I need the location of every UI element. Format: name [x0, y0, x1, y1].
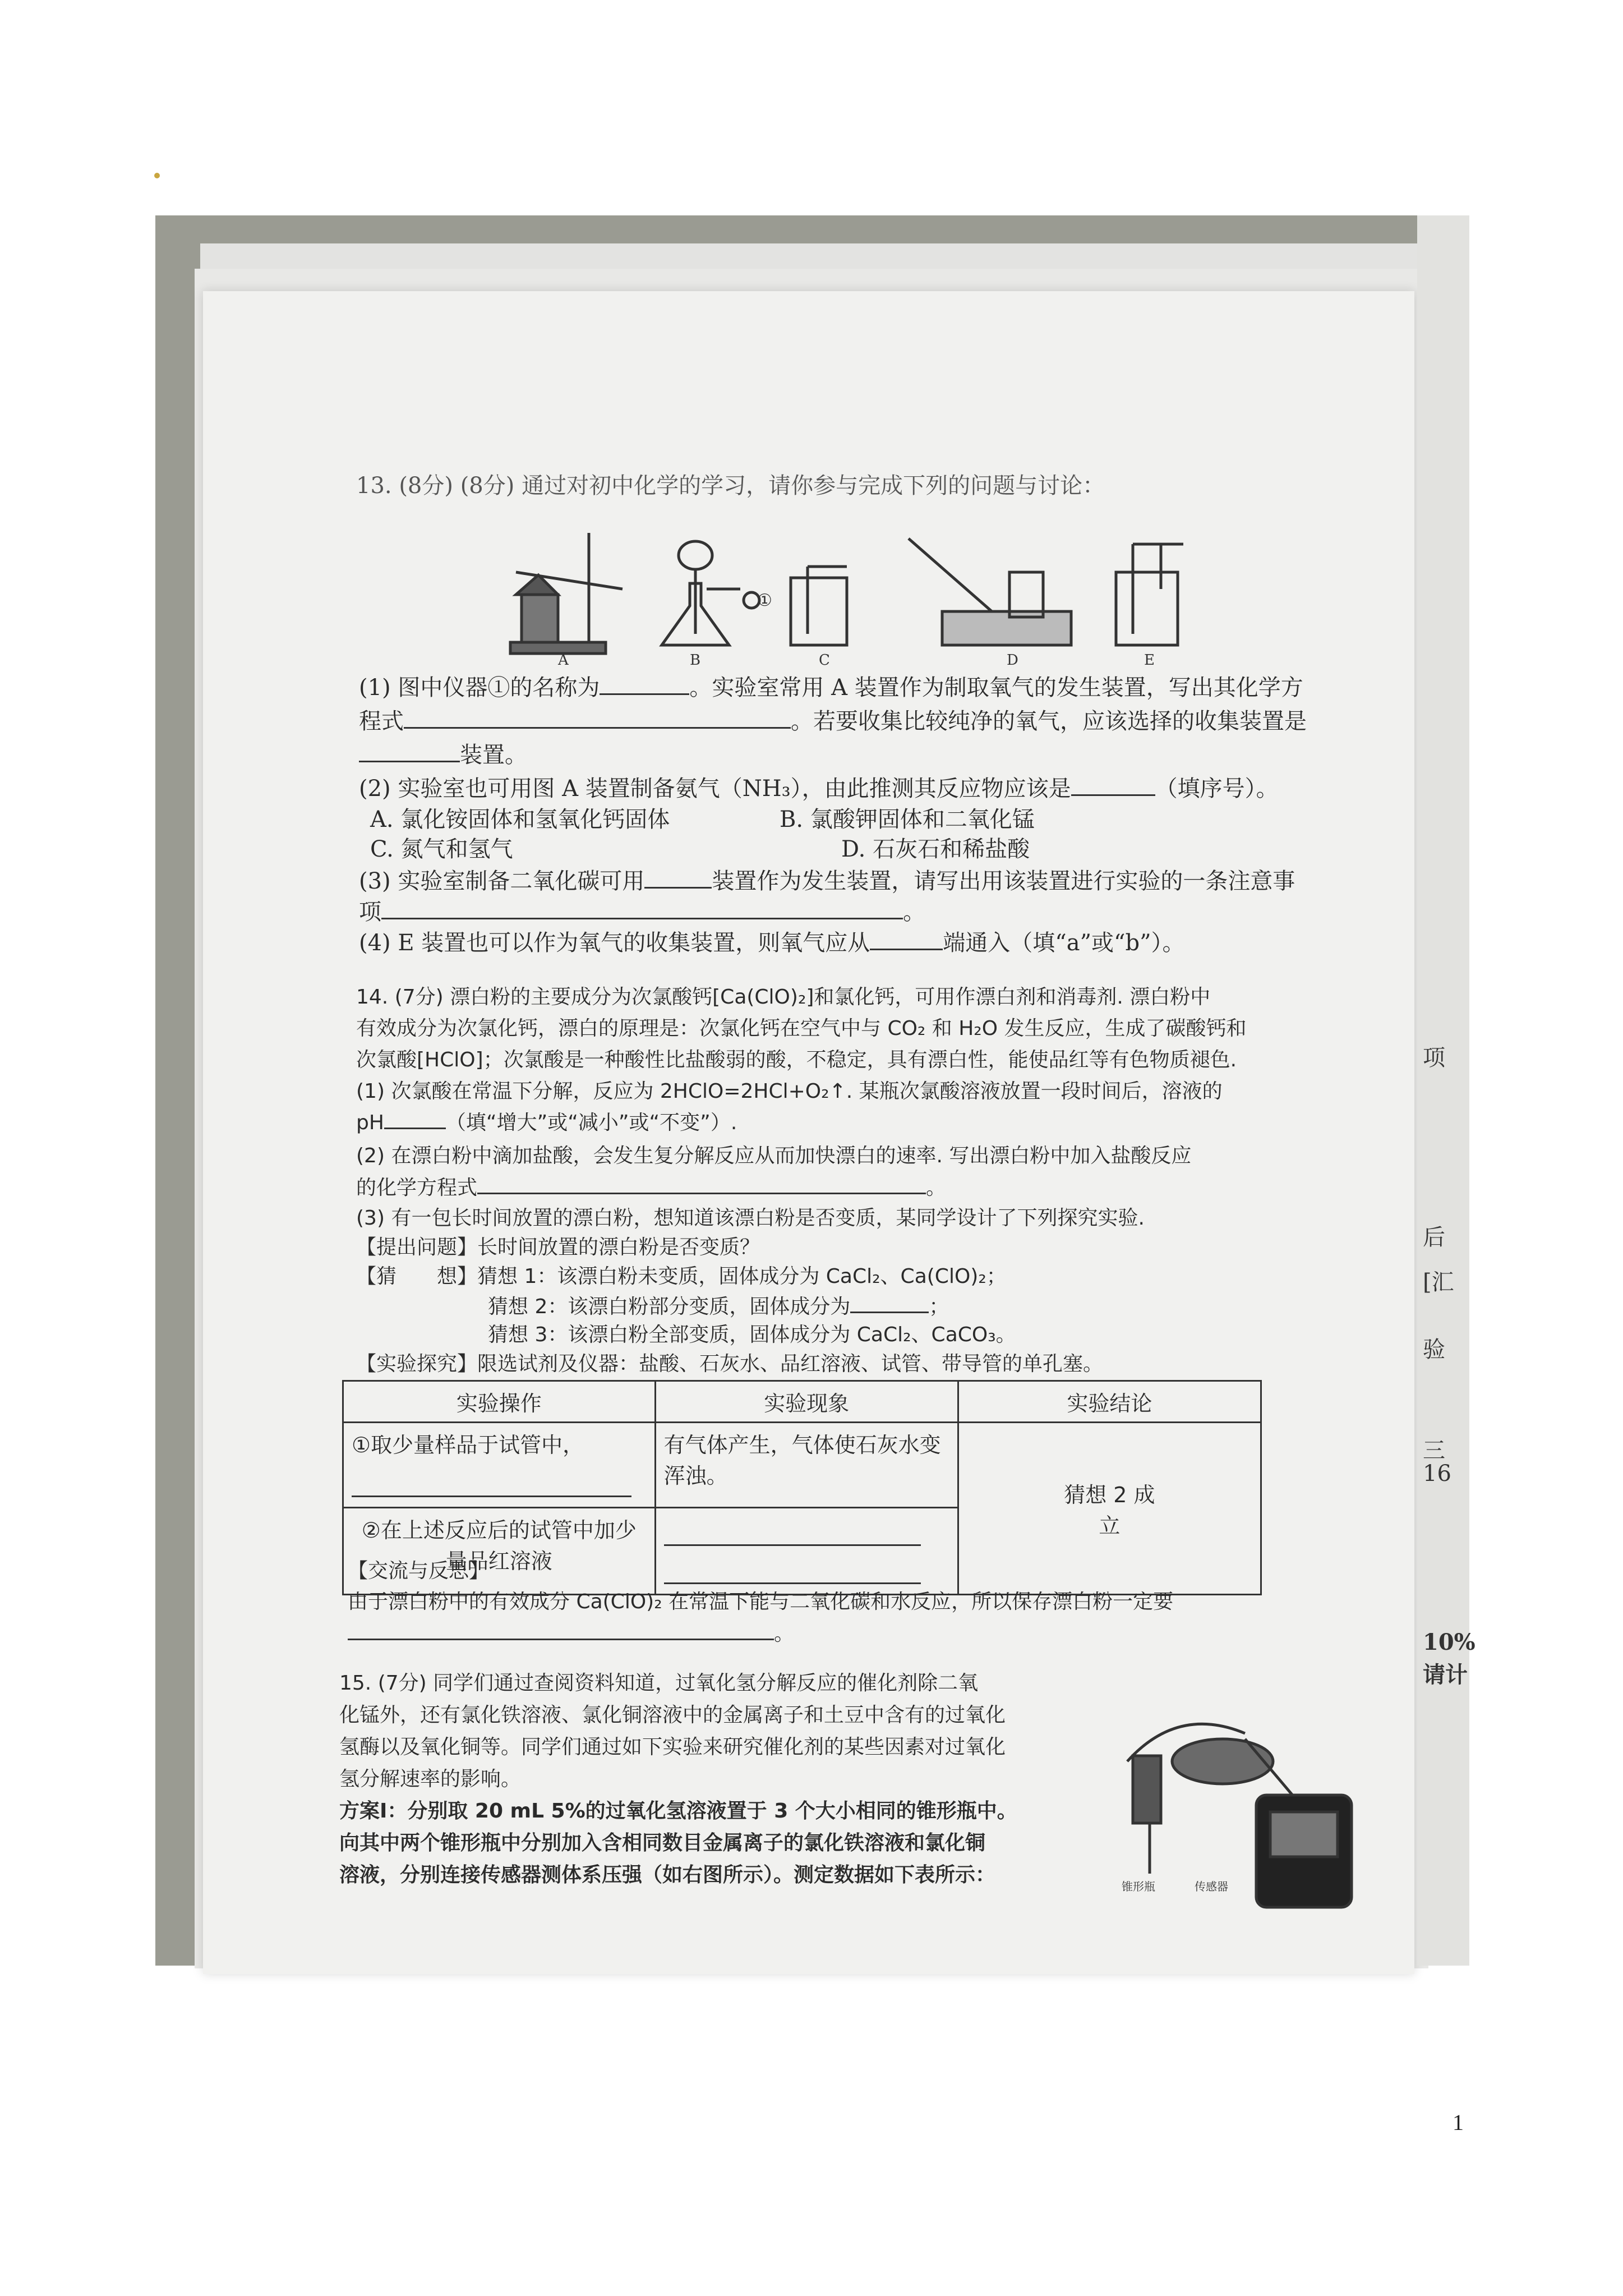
- edge-fragment: [汇: [1423, 1269, 1454, 1295]
- q14-line-12: 猜想 3：该漂白粉全部变质，固体成分为 CaCl₂、CaCO₃。: [488, 1323, 1016, 1346]
- table-cell: ①取少量样品于试管中，: [343, 1423, 656, 1508]
- label-e: E: [1144, 652, 1155, 669]
- option-b: B. 氯酸钾固体和二氧化锰: [780, 807, 1035, 832]
- label-d: D: [1007, 652, 1018, 669]
- q13-line-4: (2) 实验室也可用图 A 装置制备氨气（NH₃），由此推测其反应物应该是 （填序号）。: [359, 774, 1279, 803]
- edge-fragment: 请计: [1423, 1662, 1468, 1688]
- edge-fragment: 三: [1423, 1438, 1445, 1464]
- option-c: C. 氮气和氢气: [370, 836, 513, 862]
- q14-line-5: pH （填“增大”或“减小”或“不变”）.: [356, 1107, 737, 1138]
- q14-line-15: 由于漂白粉中的有效成分 Ca(ClO)₂ 在常温下能与二氧化碳和水反应，所以保存漂白粉一定要: [348, 1590, 1174, 1613]
- label-c: C: [819, 652, 830, 669]
- edge-fragment: 项: [1423, 1045, 1445, 1071]
- edge-fragment: 10%: [1423, 1629, 1476, 1655]
- q14-line-6: (2) 在漂白粉中滴加盐酸，会发生复分解反应从而加快漂白的速率. 写出漂白粉中加入盐酸反应: [356, 1144, 1192, 1167]
- q14-line-3: 次氯酸[HClO]；次氯酸是一种酸性比盐酸弱的酸，不稳定，具有漂白性，能使品红等有色物质褪色.: [356, 1048, 1237, 1071]
- edge-fragment: 16: [1423, 1461, 1451, 1487]
- q14-line-2: 有效成分为次氯化钙，漂白的原理是：次氯化钙在空气中与 CO₂ 和 H₂O 发生反应，生成了碳酸钙和: [356, 1017, 1247, 1040]
- table-header: 实验现象: [655, 1381, 958, 1423]
- adjacent-sheet-edge: [1417, 215, 1476, 1966]
- q15-line-1: 15. (7分) 同学们通过查阅资料知道，过氧化氢分解反应的催化剂除二氧: [339, 1672, 979, 1695]
- q15-line-2: 化锰外，还有氯化铁溶液、氯化铜溶液中的金属离子和土豆中含有的过氧化: [339, 1704, 1006, 1727]
- table-cell: 猜想 2 成立: [958, 1423, 1261, 1595]
- q13-line-1: (1) 图中仪器①的名称为 。实验室常用 A 装置作为制取氧气的发生装置，写出其化学方: [359, 673, 1303, 702]
- option-d: D. 石灰石和稀盐酸: [841, 836, 1030, 862]
- answer-blank[interactable]: [359, 740, 460, 762]
- q14-line-7: 的化学方程式 。: [356, 1172, 946, 1203]
- q15-line-6: 向其中两个锥形瓶中分别加入含相同数目金属离子的氯化铁溶液和氯化铜: [339, 1832, 986, 1855]
- q13-line-7: (4) E 装置也可以作为氧气的收集装置，则氧气应从 端通入（填“a”或“b”）。: [359, 928, 1185, 958]
- question-title: 13. (8分) (8分) 通过对初中化学的学习，请你参与完成下列的问题与讨论：: [356, 473, 1105, 499]
- sensor-label: 传感器: [1195, 1880, 1228, 1893]
- answer-blank[interactable]: [600, 673, 689, 695]
- q13-line-3: 装置。: [359, 740, 527, 770]
- q13-line-2: 程式 。若要收集比较纯净的氧气，应该选择的收集装置是: [359, 707, 1307, 736]
- q15-line-3: 氢酶以及氧化铜等。同学们通过如下实验来研究催化剂的某些因素对过氧化: [339, 1736, 1006, 1759]
- answer-blank[interactable]: [644, 867, 712, 889]
- answer-blank[interactable]: [664, 1562, 921, 1584]
- answer-blank[interactable]: [348, 1618, 774, 1640]
- table-cell: 有气体产生，气体使石灰水变浑浊。: [655, 1423, 958, 1508]
- answer-blank[interactable]: [352, 1475, 631, 1497]
- corner-dot: [154, 173, 160, 178]
- q14-line-11: 猜想 2：该漂白粉部分变质，固体成分为 ；: [488, 1291, 949, 1322]
- q14-line-13: 【实验探究】限选试剂及仪器：盐酸、石灰水、品红溶液、试管、带导管的单孔塞。: [356, 1352, 1104, 1375]
- q15-line-5: 方案Ⅰ：分别取 20 mL 5%的过氧化氢溶液置于 3 个大小相同的锥形瓶中。: [339, 1800, 1017, 1823]
- table-header: 实验操作: [343, 1381, 656, 1423]
- q14-line-1: 14. (7分) 漂白粉的主要成分为次氯酸钙[Ca(ClO)₂]和氯化钙，可用作漂白剂和消毒剂. 漂白粉中: [356, 986, 1211, 1009]
- answer-blank[interactable]: [404, 707, 791, 729]
- label-b: B: [690, 652, 701, 669]
- q13-line-5: (3) 实验室制备二氧化碳可用 装置作为发生装置，请写出用该装置进行实验的一条注意事: [359, 867, 1295, 896]
- q14-line-9: 【提出问题】长时间放置的漂白粉是否变质？: [356, 1236, 760, 1259]
- table-header: 实验结论: [958, 1381, 1261, 1423]
- table-cell: ②在上述反应后的试管中加少量品红溶液: [343, 1508, 656, 1595]
- answer-blank[interactable]: [870, 928, 943, 950]
- answer-blank[interactable]: [477, 1172, 926, 1194]
- q14-line-4: (1) 次氯酸在常温下分解，反应为 2HClO=2HCl+O₂↑. 某瓶次氯酸溶液放置一段时间后，溶液的: [356, 1080, 1223, 1103]
- option-a: A. 氯化铵固体和氢氧化钙固体: [370, 807, 670, 832]
- edge-fragment: 后: [1423, 1225, 1445, 1250]
- answer-blank[interactable]: [384, 1107, 446, 1129]
- q13-line-6: 项 。: [359, 898, 925, 927]
- q14-line-10: 【猜 想】猜想 1：该漂白粉未变质，固体成分为 CaCl₂、Ca(ClO)₂；: [356, 1265, 1007, 1288]
- marker-1: ①: [757, 591, 772, 610]
- answer-blank[interactable]: [850, 1291, 929, 1313]
- q15-line-7: 溶液，分别连接传感器测体系压强（如右图所示）。测定数据如下表所示：: [339, 1864, 996, 1887]
- apparatus-diagram: [505, 527, 1346, 668]
- sensor-apparatus-image: [1110, 1688, 1368, 1913]
- answer-blank[interactable]: [664, 1524, 921, 1546]
- sensor-label: 锥形瓶: [1122, 1880, 1155, 1893]
- page-number: 1: [1453, 2110, 1464, 2135]
- q14-line-16: 。: [348, 1618, 794, 1649]
- edge-fragment: 验: [1423, 1337, 1445, 1363]
- label-a: A: [558, 652, 569, 669]
- q14-line-8: (3) 有一包长时间放置的漂白粉，想知道该漂白粉是否变质，某同学设计了下列探究实验.: [356, 1207, 1145, 1230]
- q14-line-14: 【交流与反思】: [348, 1559, 490, 1582]
- q15-line-4: 氢分解速率的影响。: [339, 1768, 522, 1791]
- table-cell: [655, 1508, 958, 1595]
- answer-blank[interactable]: [1071, 774, 1155, 796]
- answer-blank[interactable]: [381, 898, 903, 919]
